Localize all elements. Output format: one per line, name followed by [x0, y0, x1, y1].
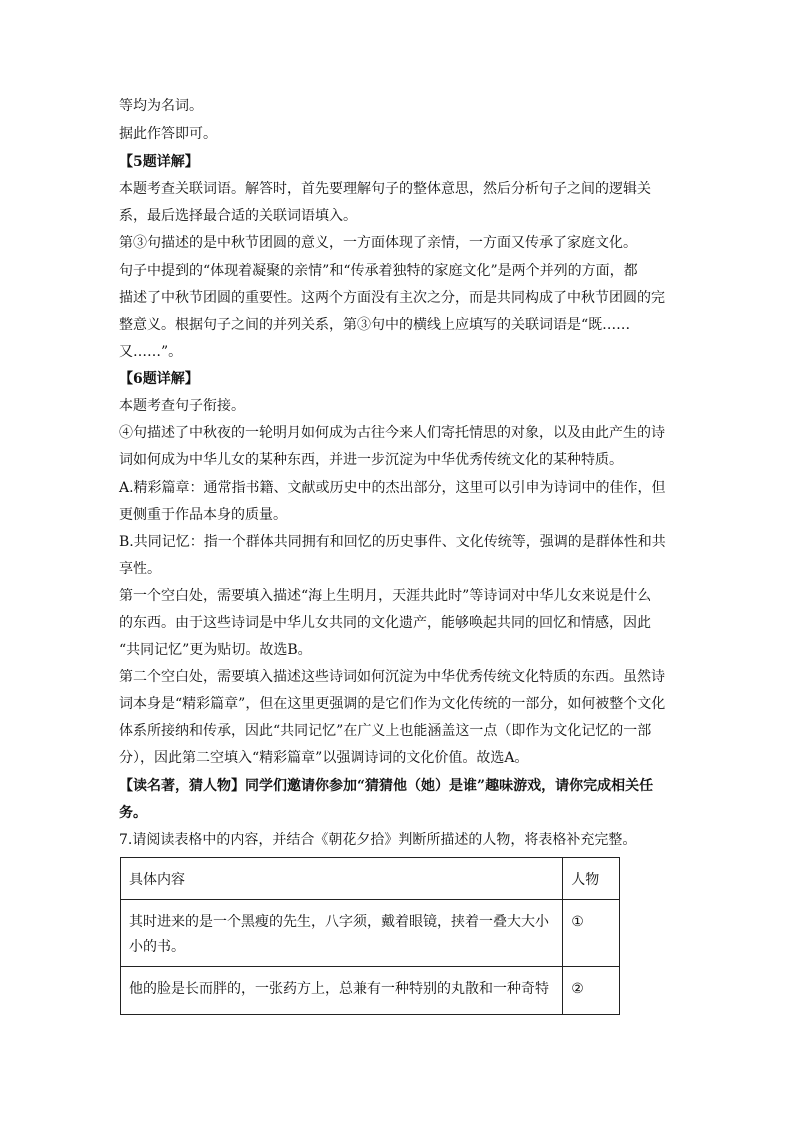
row-content-line: 他的脸是长而胖的，一张药方上，总兼有一种特别的丸散和一种奇特	[129, 981, 549, 997]
text-line: 第③句描述的是中秋节团圆的意义，一方面体现了亲情，一方面又传承了家庭文化。	[119, 235, 637, 251]
text-line: ④句描述了中秋夜的一轮明月如何成为古往今来人们寄托情思的对象，以及由此产生的诗	[119, 425, 665, 441]
text-line: 分），因此第二空填入“精彩篇章”以强调诗词的文化价值。故选A。	[119, 750, 529, 766]
row-person: ②	[563, 967, 620, 1015]
text-line: 更侧重于作品本身的质量。	[119, 507, 287, 523]
row-content-line: 其时进来的是一个黑瘦的先生，八字须，戴着眼镜，挟着一叠大大小	[129, 914, 549, 930]
text-line: 系，最后选择最合适的关联词语填入。	[119, 208, 357, 224]
table-header-row	[121, 858, 620, 900]
row-content-line: 小的书。	[129, 939, 185, 955]
text-line: 等均为名词。	[119, 98, 203, 114]
character-table	[120, 857, 620, 1015]
text-line: 享性。	[119, 561, 161, 577]
text-line: 词本身是“精彩篇章”，但在这里更强调的是它们作为文化传统的一部分，如何被整个文化	[119, 696, 666, 712]
text-line: 词如何成为中华儿女的某种东西，并进一步沉淀为中华优秀传统文化的某种特质。	[119, 452, 623, 468]
text-line: 本题考查关联词语。解答时，首先要理解句子的整体意思，然后分析句子之间的逻辑关	[119, 181, 651, 197]
text-line: B.共同记忆：指一个群体共同拥有和回忆的历史事件、文化传统等，强调的是群体性和共	[119, 534, 666, 550]
text-line: 又……”。	[119, 344, 183, 360]
text-line: 据此作答即可。	[119, 126, 217, 142]
row-content	[121, 900, 563, 967]
section-heading: 【5题详解】	[119, 154, 199, 170]
row-content	[121, 967, 563, 1015]
header-person: 人物	[563, 858, 620, 900]
section-heading: 务。	[119, 805, 147, 821]
text-line: 整意义。根据句子之间的并列关系，第③句中的横线上应填写的关联词语是“既……	[119, 317, 631, 333]
text-line: “共同记忆”更为贴切。故选B。	[119, 642, 312, 658]
text-line: 的东西。由于这些诗词是中华儿女共同的文化遗产，能够唤起共同的回忆和情感，因此	[119, 615, 651, 631]
text-line: 本题考查句子衔接。	[119, 398, 245, 414]
header-content: 具体内容	[121, 858, 563, 900]
table-row	[121, 900, 620, 967]
text-line: A.精彩篇章：通常指书籍、文献或历史中的杰出部分，这里可以引申为诗词中的佳作，但	[119, 480, 666, 496]
question-line: 7.请阅读表格中的内容，并结合《朝花夕拾》判断所描述的人物，将表格补充完整。	[119, 832, 637, 848]
text-line: 第一个空白处，需要填入描述“海上生明月，天涯共此时”等诗词对中华儿女来说是什么	[119, 588, 652, 604]
text-line: 句子中提到的“体现着凝聚的亲情”和“传承着独特的家庭文化”是两个并列的方面，都	[119, 263, 638, 279]
text-line: 体系所接纳和传承，因此“共同记忆”在广义上也能涵盖这一点（即作为文化记忆的一部	[119, 723, 652, 739]
text-line: 描述了中秋节团圆的重要性。这两个方面没有主次之分，而是共同构成了中秋节团圆的完	[119, 290, 665, 306]
section-heading: 【6题详解】	[119, 371, 199, 387]
table-row	[121, 967, 620, 1015]
row-person: ①	[563, 900, 620, 967]
text-line: 第二个空白处，需要填入描述这些诗词如何沉淀为中华优秀传统文化特质的东西。虽然诗	[119, 669, 665, 685]
section-heading: 【读名著，猜人物】同学们邀请你参加“猜猜他（她）是谁”趣味游戏，请你完成相关任	[119, 778, 654, 794]
